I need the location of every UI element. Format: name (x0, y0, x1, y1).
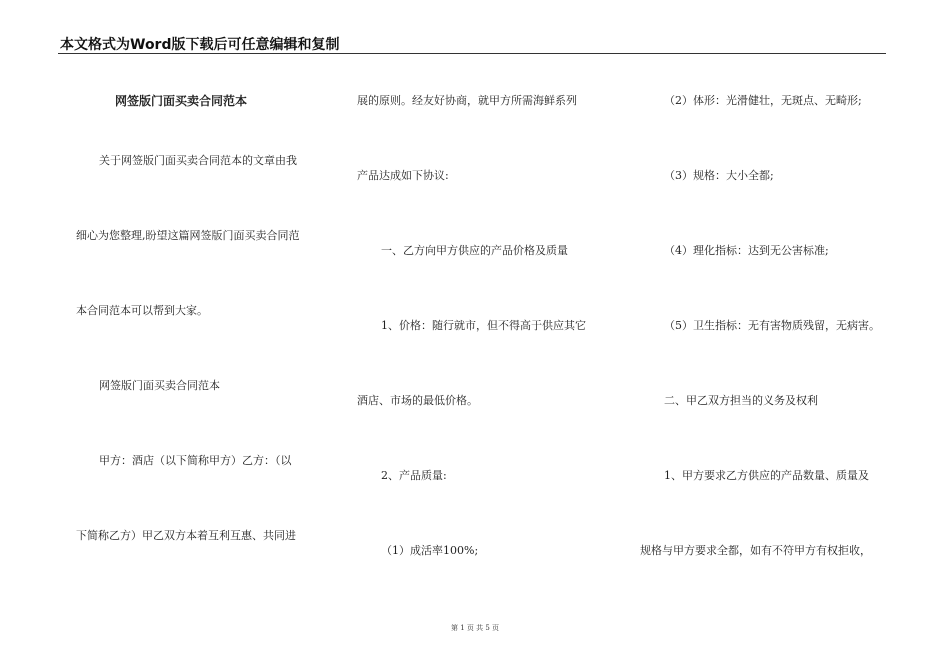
col2-line: （1）成活率100%; (381, 544, 479, 557)
col1-line: 细心为您整理,盼望这篇网签版门面买卖合同范 (76, 229, 300, 242)
banner-divider (58, 53, 886, 54)
document-title: 网签版门面买卖合同范本 (115, 94, 248, 108)
col1-line: 下简称乙方）甲乙双方本着互利互惠、共同进 (76, 529, 296, 542)
col1-line: 关于网签版门面买卖合同范本的文章由我 (99, 154, 297, 167)
col3-line: （3）规格：大小全都; (664, 169, 774, 182)
col3-line: （2）体形：光滑健壮，无斑点、无畸形; (664, 94, 862, 107)
page-footer: 第 1 页 共 5 页 (450, 624, 500, 632)
col3-line: 规格与甲方要求全都，如有不符甲方有权拒收， (640, 544, 871, 557)
col1-line: 甲方：酒店（以下简称甲方）乙方：（以 (99, 454, 292, 467)
col3-line: 1、甲方要求乙方供应的产品数量、质量及 (664, 469, 869, 482)
document-banner: 本文格式为Word版下载后可任意编辑和复制 (60, 37, 340, 53)
col1-line: 本合同范本可以帮到大家。 (76, 304, 208, 317)
col2-line: 1、价格：随行就市，但不得高于供应其它 (381, 319, 586, 332)
col3-line: 二、甲乙双方担当的义务及权利 (664, 394, 818, 407)
col2-line: 2、产品质量: (381, 469, 447, 482)
col1-line: 网签版门面买卖合同范本 (99, 379, 220, 392)
col2-line: 产品达成如下协议: (357, 169, 449, 182)
col3-line: （5）卫生指标：无有害物质残留，无病害。 (664, 319, 880, 332)
col2-line: 一、乙方向甲方供应的产品价格及质量 (381, 244, 568, 257)
col2-line: 展的原则。经友好协商，就甲方所需海鲜系列 (357, 94, 577, 107)
col2-line: 酒店、市场的最低价格。 (357, 394, 478, 407)
col3-line: （4）理化指标：达到无公害标准; (664, 244, 829, 257)
